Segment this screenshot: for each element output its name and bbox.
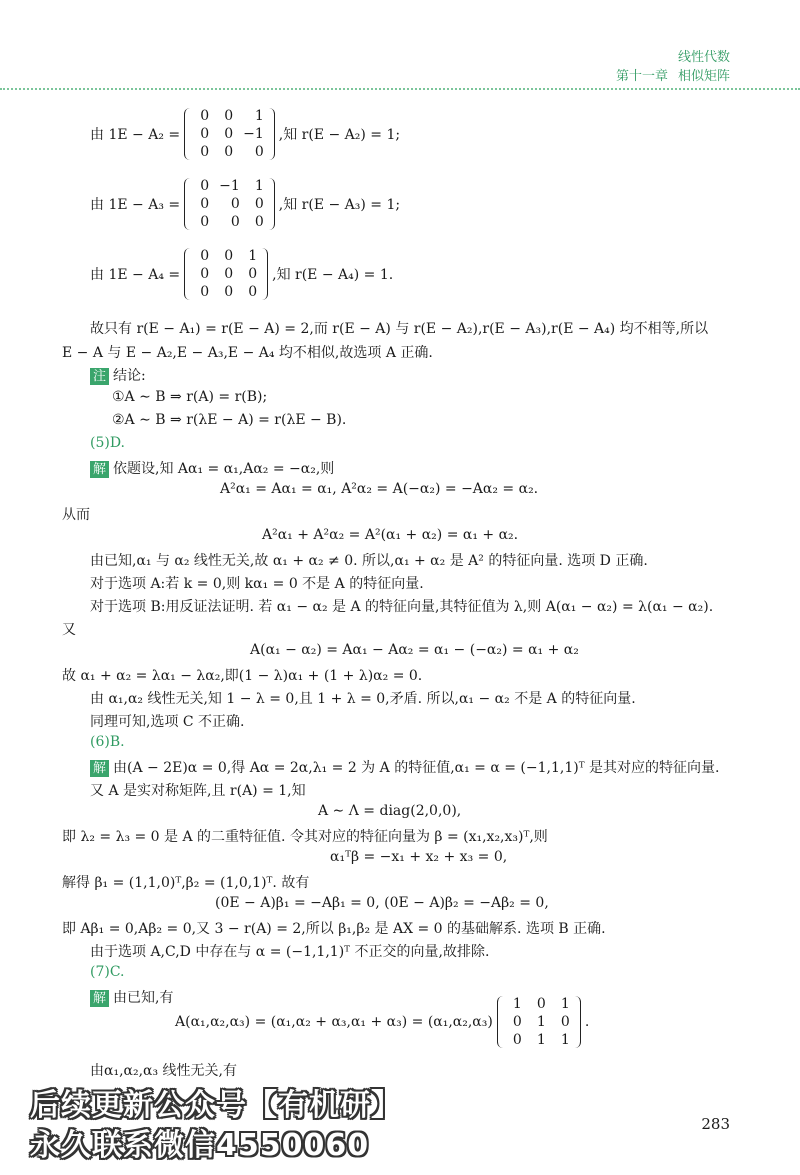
matrix-cell: 0 bbox=[200, 196, 210, 212]
matrix-block-a3 bbox=[90, 178, 400, 230]
conclusion-2: ②A ∼ B ⇒ r(λE − A) = r(λE − B). bbox=[112, 412, 347, 428]
text-line: 由α₁,α₂,α₃ 线性无关,有 bbox=[90, 1063, 237, 1079]
equation-left: A(α₁,α₂,α₃) = (α₁,α₂ + α₃,α₁ + α₃) = (α₁,α₂,α₃) bbox=[175, 1014, 493, 1030]
matrix-cell: 0 bbox=[230, 196, 240, 212]
text-line: 由 α₁,α₂ 线性无关,知 1 − λ = 0,且 1 + λ = 0,矛盾. 所以,α₁ − α₂ 不是 A 的特征向量. bbox=[90, 691, 636, 707]
matrix-cell: 0 bbox=[200, 284, 210, 300]
answer-6: (6)B. bbox=[90, 734, 125, 750]
matrix-cell: 0 bbox=[224, 284, 234, 300]
matrix-cell: 1 bbox=[254, 108, 264, 124]
matrix-grid bbox=[184, 248, 268, 300]
matrix-cell: 0 bbox=[254, 144, 264, 160]
chapter-title: 相似矩阵 bbox=[677, 69, 730, 84]
text-line: 故 α₁ + α₂ = λα₁ − λα₂,即(1 − λ)α₁ + (1 + λ)α₂ = 0. bbox=[62, 668, 423, 684]
matrix-cell: 0 bbox=[560, 1014, 570, 1030]
matrix-cell: 0 bbox=[512, 1032, 522, 1048]
text-line: 同理可知,选项 C 不正确. bbox=[90, 714, 245, 730]
matrix-grid bbox=[184, 178, 275, 230]
matrix-cell: 0 bbox=[512, 1014, 522, 1030]
matrix-cell: 0 bbox=[200, 248, 210, 264]
matrix-cell: 0 bbox=[224, 248, 234, 264]
matrix-cell: −1 bbox=[219, 178, 240, 194]
matrix-cell: 0 bbox=[224, 126, 234, 142]
equation: A(α₁ − α₂) = Aα₁ − Aα₂ = α₁ − (−α₂) = α₁ + α₂ bbox=[250, 642, 579, 658]
conclusion-1: ①A ∼ B ⇒ r(A) = r(B); bbox=[112, 389, 268, 405]
solution-line bbox=[90, 458, 334, 478]
matrix-cell: 1 bbox=[254, 178, 264, 194]
running-header bbox=[606, 48, 730, 86]
matrix-conclusion: ,知 r(E − A₃) = 1; bbox=[278, 197, 401, 213]
matrix-cell: 1 bbox=[536, 1032, 546, 1048]
note-tag: 注 bbox=[90, 368, 109, 385]
page-number: 283 bbox=[701, 1115, 730, 1133]
equation: A ∼ Λ = diag(2,0,0), bbox=[318, 803, 462, 819]
answer-7: (7)C. bbox=[90, 964, 125, 980]
matrix-cell: 0 bbox=[254, 214, 264, 230]
solution-tag: 解 bbox=[90, 990, 109, 1007]
text-line: 由已知,α₁ 与 α₂ 线性无关,故 α₁ + α₂ ≠ 0. 所以,α₁ + α₂ 是 A² 的特征向量. 选项 D 正确. bbox=[90, 553, 648, 569]
matrix-cell: 0 bbox=[200, 214, 210, 230]
matrix-cell: 1 bbox=[248, 248, 258, 264]
period: . bbox=[584, 1014, 590, 1030]
chapter-number: 第十一章 bbox=[615, 69, 668, 84]
matrix-cell: 0 bbox=[200, 178, 210, 194]
equation: α₁ᵀβ = −x₁ + x₂ + x₃ = 0, bbox=[330, 849, 508, 865]
matrix-cell: 0 bbox=[224, 108, 234, 124]
matrix-cell: 0 bbox=[200, 266, 210, 282]
equation: A²α₁ + A²α₂ = A²(α₁ + α₂) = α₁ + α₂. bbox=[262, 527, 519, 543]
matrix-cell: 0 bbox=[224, 266, 234, 282]
matrix-label: 由 1E − A₄ = bbox=[90, 267, 181, 283]
matrix-cell: 0 bbox=[224, 144, 234, 160]
matrix-cell: 0 bbox=[200, 144, 210, 160]
text-line: 即 Aβ₁ = 0,Aβ₂ = 0,又 3 − r(A) = 2,所以 β₁,β₂ 是 AX = 0 的基础解系. 选项 B 正确. bbox=[62, 921, 606, 937]
text-line: 即 λ₂ = λ₃ = 0 是 A 的二重特征值. 令其对应的特征向量为 β = (x₁,x₂,x₃)ᵀ,则 bbox=[62, 829, 548, 845]
watermark-line-1: 后续更新公众号【有机研】 bbox=[30, 1088, 402, 1123]
note-line bbox=[90, 365, 146, 385]
solution-text: 由已知,有 bbox=[113, 990, 174, 1006]
solution-line bbox=[90, 757, 719, 777]
matrix-cell: 0 bbox=[254, 196, 264, 212]
solution-tag: 解 bbox=[90, 461, 109, 478]
matrix-cell: 1 bbox=[512, 996, 522, 1012]
matrix-cell: 1 bbox=[560, 1032, 570, 1048]
solution-text: 依题设,知 Aα₁ = α₁,Aα₂ = −α₂,则 bbox=[113, 461, 335, 477]
watermark-line-2: 永久联系微信4550060 bbox=[30, 1128, 370, 1163]
text-line: 从而 bbox=[62, 507, 90, 523]
matrix-cell: 0 bbox=[230, 214, 240, 230]
final-equation bbox=[175, 996, 589, 1048]
text-line: 故只有 r(E − A₁) = r(E − A) = 2,而 r(E − A) 与 r(E − A₂),r(E − A₃),r(E − A₄) 均不相等,所以 bbox=[90, 321, 709, 337]
text-line: 对于选项 B:用反证法证明. 若 α₁ − α₂ 是 A 的特征向量,其特征值为 λ,则 A(α₁ − α₂) = λ(α₁ − α₂). bbox=[90, 599, 714, 615]
text-line: 由于选项 A,C,D 中存在与 α = (−1,1,1)ᵀ 不正交的向量,故排除. bbox=[90, 944, 490, 960]
text-line: 对于选项 A:若 k = 0,则 kα₁ = 0 不是 A 的特征向量. bbox=[90, 576, 424, 592]
matrix-cell: 0 bbox=[200, 126, 210, 142]
matrix-cell: 0 bbox=[248, 284, 258, 300]
matrix-block-a4 bbox=[90, 248, 393, 300]
solution-text: 由(A − 2E)α = 0,得 Aα = 2α,λ₁ = 2 为 A 的特征值,α₁ = α = (−1,1,1)ᵀ 是其对应的特征向量. bbox=[113, 760, 720, 776]
matrix-conclusion: ,知 r(E − A₄) = 1. bbox=[272, 267, 394, 283]
text-line: 又 bbox=[62, 622, 76, 638]
matrix-block-a2 bbox=[90, 108, 400, 160]
solution-tag: 解 bbox=[90, 760, 109, 777]
text-line: 解得 β₁ = (1,1,0)ᵀ,β₂ = (1,0,1)ᵀ. 故有 bbox=[62, 875, 310, 891]
matrix-grid bbox=[497, 996, 581, 1048]
matrix-label: 由 1E − A₂ = bbox=[90, 127, 181, 143]
header-divider bbox=[0, 88, 800, 90]
matrix-cell: 0 bbox=[248, 266, 258, 282]
equation: A²α₁ = Aα₁ = α₁, A²α₂ = A(−α₂) = −Aα₂ = α₂. bbox=[220, 481, 539, 497]
matrix-label: 由 1E − A₃ = bbox=[90, 197, 181, 213]
text-line: E − A 与 E − A₂,E − A₃,E − A₄ 均不相似,故选项 A 正确. bbox=[62, 345, 433, 361]
answer-5: (5)D. bbox=[90, 435, 126, 451]
equation: (0E − A)β₁ = −Aβ₁ = 0, (0E − A)β₂ = −Aβ₂ = 0, bbox=[215, 895, 549, 911]
matrix-cell: 1 bbox=[536, 1014, 546, 1030]
matrix-conclusion: ,知 r(E − A₂) = 1; bbox=[278, 127, 401, 143]
text-line: 又 A 是实对称矩阵,且 r(A) = 1,知 bbox=[90, 783, 306, 799]
book-title: 线性代数 bbox=[677, 50, 730, 65]
matrix-cell: 1 bbox=[560, 996, 570, 1012]
matrix-cell: 0 bbox=[536, 996, 546, 1012]
matrix-cell: −1 bbox=[243, 126, 264, 142]
solution-line bbox=[90, 987, 173, 1007]
matrix-cell: 0 bbox=[200, 108, 210, 124]
matrix-grid bbox=[184, 108, 275, 160]
note-text: 结论: bbox=[113, 368, 146, 384]
